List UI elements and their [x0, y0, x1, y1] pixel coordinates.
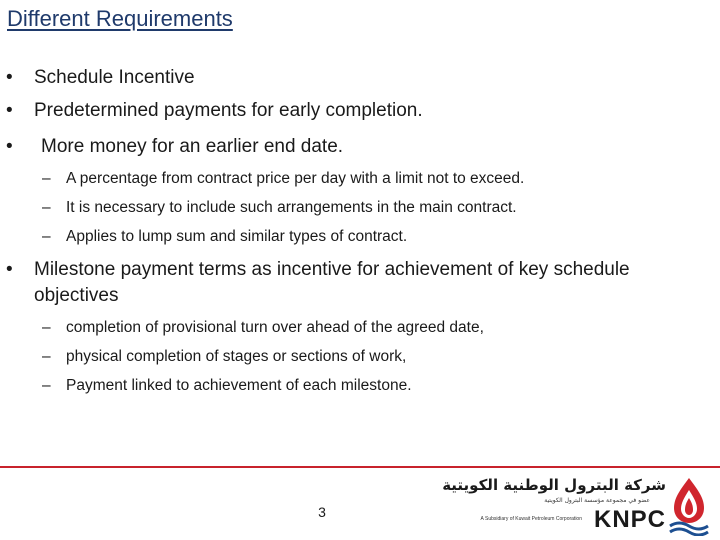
logo-english-tagline: A Subsidiary of Kuwait Petroleum Corporation	[480, 516, 582, 522]
page-number: 3	[318, 504, 326, 520]
bullet-text: Milestone payment terms as incentive for achievement of key schedule objectives	[34, 259, 630, 306]
sub-bullet-text: completion of provisional turn over ahead of the agreed date,	[66, 319, 484, 336]
sub-bullet-text: physical completion of stages or sections of work,	[66, 348, 407, 365]
dash-symbol: –	[42, 199, 51, 216]
logo-arabic-name: شركة البترول الوطنية الكويتية	[442, 476, 666, 494]
sub-bullet-text: Payment linked to achievement of each milestone.	[66, 377, 412, 394]
dash-symbol: –	[42, 228, 51, 245]
footer-divider	[0, 466, 720, 468]
bullet-symbol: •	[6, 67, 13, 88]
bullet-text: Schedule Incentive	[34, 67, 195, 88]
dash-symbol: –	[42, 377, 51, 394]
sub-bullet-text: Applies to lump sum and similar types of contract.	[66, 228, 408, 245]
sub-bullet-text: A percentage from contract price per day with a limit not to exceed.	[66, 170, 525, 187]
bullet-symbol: •	[6, 259, 13, 280]
dash-symbol: –	[42, 319, 51, 336]
slide-title: Different Requirements	[7, 6, 233, 31]
flame-drop-icon	[668, 476, 710, 536]
sub-bullet-text: It is necessary to include such arrangements in the main contract.	[66, 199, 517, 216]
dash-symbol: –	[42, 348, 51, 365]
bullet-symbol: •	[6, 136, 13, 157]
bullet-symbol: •	[6, 100, 13, 121]
knpc-logo	[442, 476, 712, 536]
logo-wordmark: KNPC	[593, 506, 666, 533]
logo-arabic-tagline: عضو في مجموعة مؤسسة البترول الكويتية	[544, 497, 650, 504]
bullet-text: Predetermined payments for early completion.	[34, 100, 423, 121]
dash-symbol: –	[42, 170, 51, 187]
bullet-text: More money for an earlier end date.	[41, 136, 344, 157]
